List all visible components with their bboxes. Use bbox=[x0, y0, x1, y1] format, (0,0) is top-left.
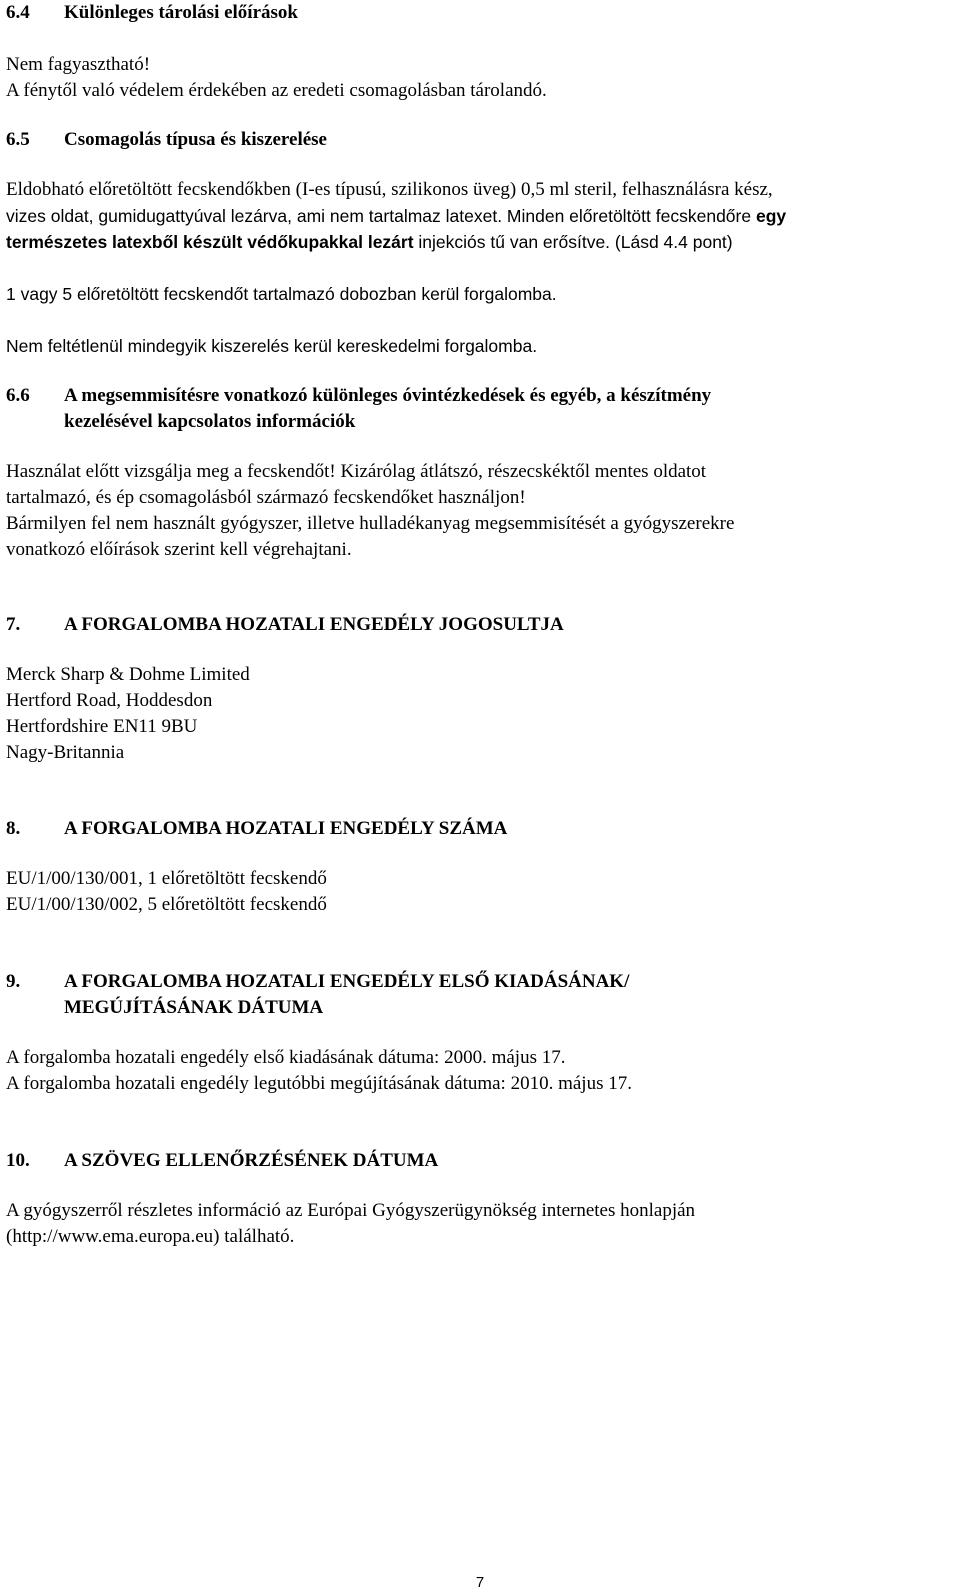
section-number: 10. bbox=[6, 1150, 30, 1171]
section-title: Különleges tárolási előírások bbox=[64, 2, 298, 23]
text-line: Nagy-Britannia bbox=[6, 742, 125, 763]
section-number: 7. bbox=[6, 614, 21, 635]
text-line: Hertfordshire EN11 9BU bbox=[6, 716, 198, 737]
text-line: Merck Sharp & Dohme Limited bbox=[6, 664, 250, 685]
section-number: 8. bbox=[6, 818, 21, 839]
title-line: A FORGALOMBA HOZATALI ENGEDÉLY ELSŐ KIADÁSÁNAK/ bbox=[64, 971, 630, 992]
text-line: Eldobható előretöltött fecskendőkben (I-es típusú, szilikonos üveg) 0,5 ml steril, felhasználásra kész, bbox=[6, 179, 773, 200]
text-line bbox=[6, 229, 954, 255]
text-line: tartalmazó, és ép csomagolásból származó fecskendőket használjon! bbox=[6, 487, 526, 508]
text-line: A forgalomba hozatali engedély első kiadásának dátuma: 2000. május 17. bbox=[6, 1047, 566, 1068]
text-line: (http://www.ema.europa.eu) található. bbox=[6, 1226, 295, 1247]
section-title: Csomagolás típusa és kiszerelése bbox=[64, 129, 327, 150]
text-fragment: injekciós tű van erősítve. (Lásd 4.4 pont) bbox=[418, 232, 733, 252]
text-line bbox=[6, 203, 954, 229]
section-title: A FORGALOMBA HOZATALI ENGEDÉLY SZÁMA bbox=[64, 818, 508, 839]
text-line: Hertford Road, Hoddesdon bbox=[6, 690, 213, 711]
text-line: Nem fagyasztható! bbox=[6, 54, 151, 75]
section-title: A FORGALOMBA HOZATALI ENGEDÉLY JOGOSULTJA bbox=[64, 614, 564, 635]
section-heading bbox=[6, 383, 954, 435]
text-line: A fénytől való védelem érdekében az eredeti csomagolásban tárolandó. bbox=[6, 80, 547, 101]
text-line: EU/1/00/130/002, 5 előretöltött fecskendő bbox=[6, 894, 327, 915]
section-heading bbox=[6, 816, 954, 842]
text-fragment: vizes oldat, gumidugattyúval lezárva, ami nem tartalmaz latexet. Minden előretöltött fecskendőre bbox=[6, 206, 752, 226]
section-number: 9. bbox=[6, 971, 21, 992]
section-heading bbox=[6, 127, 954, 153]
text-line: EU/1/00/130/001, 1 előretöltött fecskendő bbox=[6, 868, 327, 889]
section-heading bbox=[6, 612, 954, 638]
title-line: kezelésével kapcsolatos információk bbox=[64, 411, 356, 432]
title-line: A megsemmisítésre vonatkozó különleges óvintézkedések és egyéb, a készítmény bbox=[64, 385, 712, 406]
section-10 bbox=[6, 1148, 954, 1250]
section-6-5 bbox=[6, 127, 954, 359]
section-heading bbox=[6, 969, 954, 1021]
section-9 bbox=[6, 969, 954, 1097]
section-title bbox=[64, 969, 954, 1021]
text-line: A forgalomba hozatali engedély legutóbbi megújításának dátuma: 2010. május 17. bbox=[6, 1073, 632, 1094]
text-line: Bármilyen fel nem használt gyógyszer, illetve hulladékanyag megsemmisítését a gyógyszerekre bbox=[6, 513, 735, 534]
section-title: A SZÖVEG ELLENŐRZÉSÉNEK DÁTUMA bbox=[64, 1150, 439, 1171]
text-line: Nem feltétlenül mindegyik kiszerelés kerül kereskedelmi forgalomba. bbox=[6, 336, 538, 356]
text-line: 1 vagy 5 előretöltött fecskendőt tartalmazó dobozban kerül forgalomba. bbox=[6, 284, 557, 304]
text-line: A gyógyszerről részletes információ az Európai Gyógyszerügynökség internetes honlapján bbox=[6, 1200, 696, 1221]
section-number: 6.4 bbox=[6, 2, 30, 23]
section-number: 6.6 bbox=[6, 385, 30, 406]
section-title bbox=[64, 383, 954, 435]
section-6-4 bbox=[6, 0, 954, 104]
section-heading bbox=[6, 0, 954, 26]
page-number: 7 bbox=[475, 1574, 485, 1591]
section-number: 6.5 bbox=[6, 129, 30, 150]
text-line: vonatkozó előírások szerint kell végrehajtani. bbox=[6, 539, 352, 560]
text-fragment-bold: egy bbox=[755, 206, 787, 226]
section-heading bbox=[6, 1148, 954, 1174]
title-line: MEGÚJÍTÁSÁNAK DÁTUMA bbox=[64, 997, 324, 1018]
text-fragment-bold: természetes latexből készült védőkupakkal lezárt bbox=[6, 232, 414, 252]
section-6-6 bbox=[6, 383, 954, 563]
section-7 bbox=[6, 612, 954, 766]
text-line: Használat előtt vizsgálja meg a fecskendőt! Kizárólag átlátszó, részecskéktől mentes oldatot bbox=[6, 461, 707, 482]
section-8 bbox=[6, 816, 954, 918]
